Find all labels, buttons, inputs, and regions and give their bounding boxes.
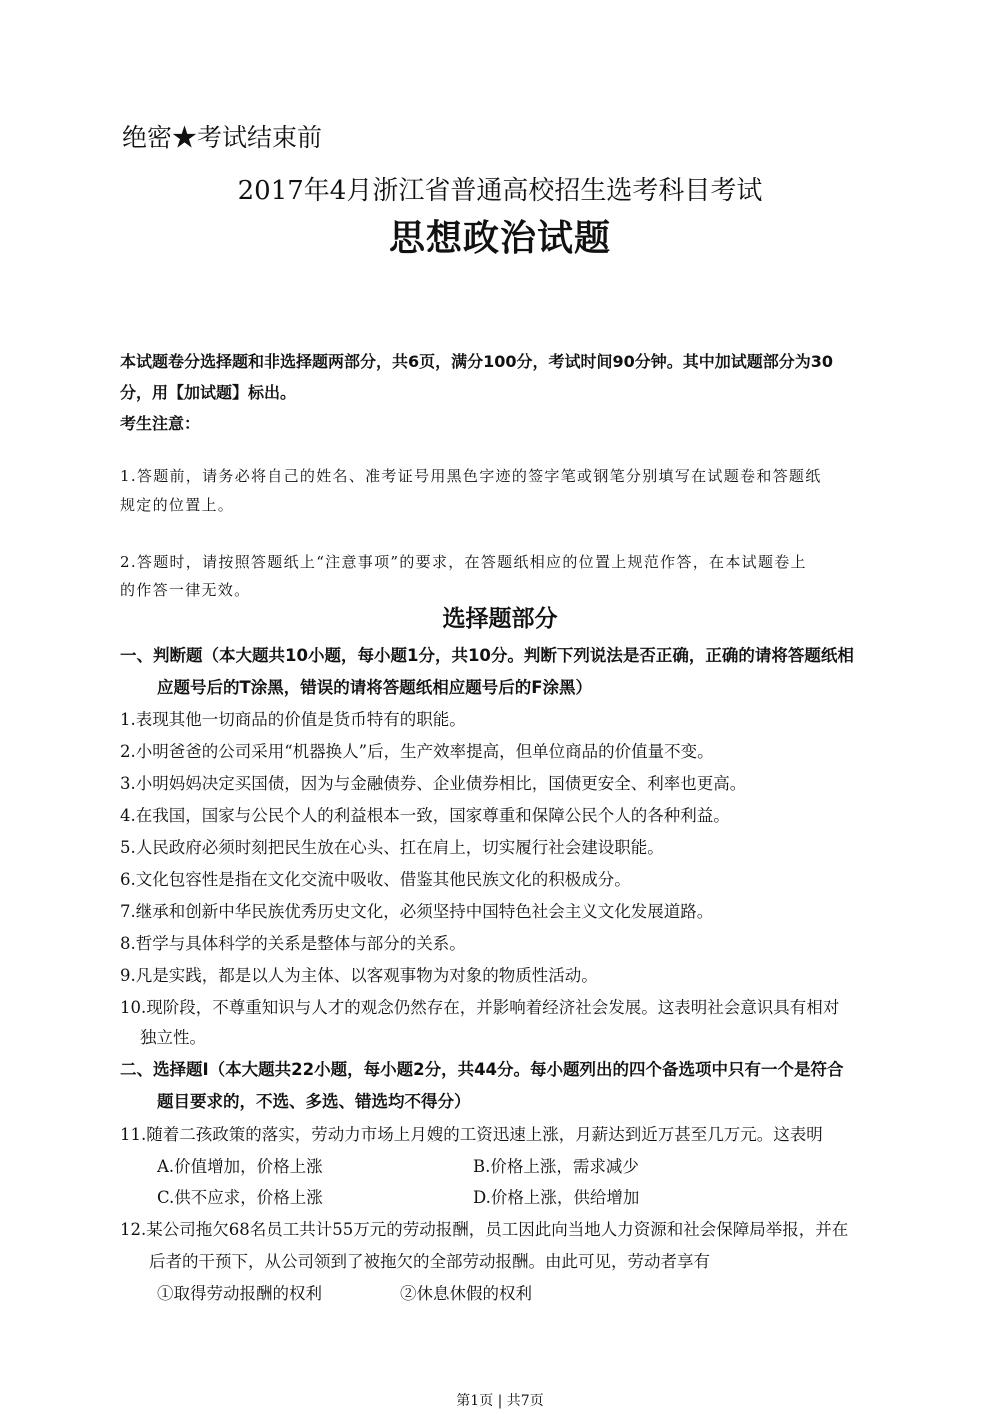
notice-1-line-1: 1.答题前，请务必将自己的姓名、准考证号用黑色字迹的签字笔或钢笔分别填写在试题卷和答题纸	[120, 467, 822, 485]
notice-1-line-2: 规定的位置上。	[120, 496, 235, 514]
question-12-item-1: ①取得劳动报酬的权利	[157, 1284, 322, 1303]
confidential-mark: 绝密★考试结束前	[122, 123, 323, 152]
question-2: 2.小明爸爸的公司采用“机器换人”后，生产效率提高，但单位商品的价值量不变。	[120, 742, 714, 761]
question-7: 7.继承和创新中华民族优秀历史文化，必须坚持中国特色社会主义文化发展道路。	[120, 902, 714, 921]
question-11-stem: 11.随着二孩政策的落实，劳动力市场上月嫂的工资迅速上涨，月薪达到近万甚至几万元。这表明	[120, 1125, 823, 1144]
notice-heading: 考生注意：	[120, 414, 201, 433]
intro-line-2: 分，用【加试题】标出。	[120, 383, 297, 402]
subject-title: 思想政治试题	[388, 217, 611, 259]
question-12-item-2: ②休息休假的权利	[400, 1284, 532, 1303]
question-10-line-1: 10.现阶段，不尊重知识与人才的观念仍然存在，并影响着经济社会发展。这表明社会意识具有相对	[120, 998, 840, 1017]
question-4: 4.在我国，国家与公民个人的利益根本一致，国家尊重和保障公民个人的各种利益。	[120, 806, 730, 825]
page-footer: 第1页 | 共7页	[456, 1393, 544, 1409]
question-12-stem-line-2: 后者的干预下，从公司领到了被拖欠的全部劳动报酬。由此可见，劳动者享有	[149, 1252, 710, 1271]
part2-heading-line-1: 二、选择题Ⅰ（本大题共22小题，每小题2分，共44分。每小题列出的四个备选项中只有一个是符合	[120, 1060, 844, 1079]
question-9: 9.凡是实践，都是以人为主体、以客观事物为对象的物质性活动。	[120, 966, 598, 985]
notice-2-line-1: 2.答题时，请按照答题纸上“注意事项”的要求，在答题纸相应的位置上规范作答，在本试题卷上	[120, 553, 807, 571]
question-11-option-a: A.价值增加，价格上涨	[157, 1157, 323, 1176]
exam-title: 2017年4月浙江省普通高校招生选考科目考试	[237, 176, 763, 206]
section-title: 选择题部分	[442, 605, 558, 632]
question-5: 5.人民政府必须时刻把民生放在心头、扛在肩上，切实履行社会建设职能。	[120, 838, 664, 857]
intro-line-1: 本试题卷分选择题和非选择题两部分，共6页，满分100分，考试时间90分钟。其中加试题部分为30	[120, 352, 834, 371]
part1-heading-line-1: 一、判断题（本大题共10小题，每小题1分，共10分。判断下列说法是否正确，正确的请将答题纸相	[120, 646, 854, 665]
question-1: 1.表现其他一切商品的价值是货币特有的职能。	[120, 710, 466, 729]
question-6: 6.文化包容性是指在文化交流中吸收、借鉴其他民族文化的积极成分。	[120, 870, 631, 889]
question-11-option-b: B.价格上涨，需求减少	[473, 1157, 639, 1176]
question-12-stem-line-1: 12.某公司拖欠68名员工共计55万元的劳动报酬，员工因此向当地人力资源和社会保障局举报，并在	[120, 1220, 849, 1239]
question-8: 8.哲学与具体科学的关系是整体与部分的关系。	[120, 934, 466, 953]
question-11-option-d: D.价格上涨，供给增加	[473, 1188, 640, 1207]
question-3: 3.小明妈妈决定买国债，因为与金融债券、企业债券相比，国债更安全、利率也更高。	[120, 774, 747, 793]
part2-heading-line-2: 题目要求的，不选、多选、错选均不得分）	[157, 1092, 471, 1111]
question-10-line-2: 独立性。	[140, 1028, 206, 1047]
question-11-option-c: C.供不应求，价格上涨	[157, 1188, 323, 1207]
notice-2-line-2: 的作答一律无效。	[120, 581, 251, 599]
part1-heading-line-2: 应题号后的T涂黑，错误的请将答题纸相应题号后的F涂黑）	[157, 678, 593, 697]
